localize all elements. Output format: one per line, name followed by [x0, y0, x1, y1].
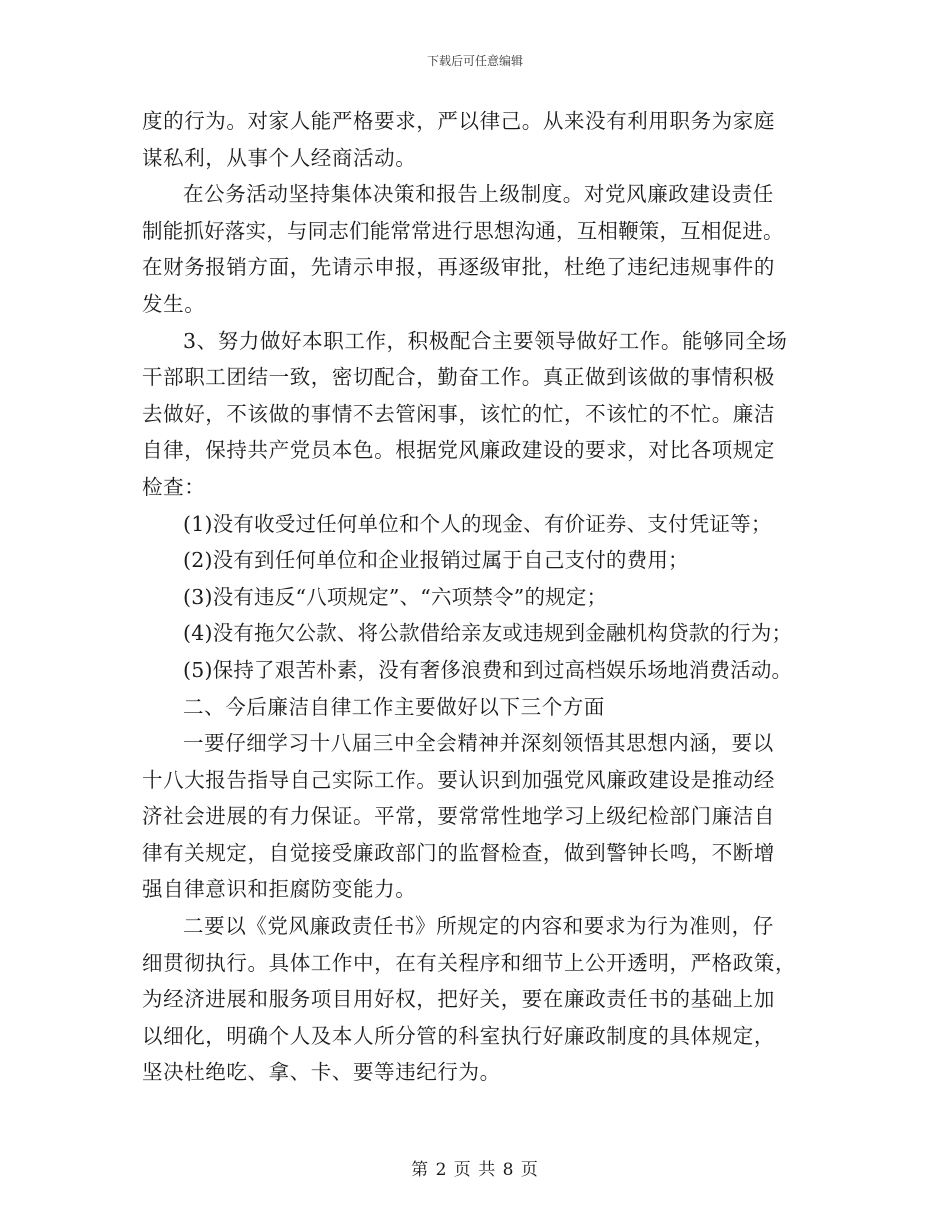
list-item: (1)没有收受过任何单位和个人的现金、有价证券、支付凭证等； — [183, 511, 772, 536]
body-line: 检查： — [142, 474, 206, 499]
list-item: (5)保持了艰苦朴素，没有奢侈浪费和到过高档娱乐场地消费活动。 — [183, 657, 793, 682]
body-line: 强自律意识和拒腐防变能力。 — [142, 877, 417, 902]
document-body — [142, 103, 822, 1091]
body-line: 自律，保持共产党员本色。根据党风廉政建设的要求，对比各项规定 — [142, 438, 775, 463]
body-line: 去做好，不该做的事情不去管闲事，该忙的忙，不该忙的不忙。廉洁 — [142, 401, 775, 426]
page-header: 下载后可任意编辑 — [426, 54, 523, 68]
list-item: (2)没有到任何单位和企业报销过属于自己支付的费用； — [183, 548, 689, 573]
body-line: 以细化，明确个人及本人所分管的科室执行好廉政制度的具体规定， — [142, 1023, 775, 1048]
body-line: 制能抓好落实，与同志们能常常进行思想沟通，互相鞭策，互相促进。 — [142, 218, 784, 243]
body-line: 度的行为。对家人能严格要求，严以律己。从来没有利用职务为家庭 — [142, 109, 775, 133]
body-line: 3、努力做好本职工作，积极配合主要领导做好工作。能够同全场 — [183, 328, 788, 353]
section-heading: 二、今后廉洁自律工作主要做好以下三个方面 — [183, 694, 605, 719]
body-line: 二要以《党风廉政责任书》所规定的内容和要求为行为准则，仔 — [183, 914, 774, 939]
body-line: 一要仔细学习十八届三中全会精神并深刻领悟其思想内涵，要以 — [183, 731, 774, 756]
list-item: (4)没有拖欠公款、将公款借给亲友或违规到金融机构贷款的行为； — [183, 621, 793, 646]
body-line: 十八大报告指导自己实际工作。要认识到加强党风廉政建设是推动经 — [142, 767, 775, 792]
page-number: 第 2 页 共 8 页 — [411, 1160, 539, 1180]
body-line: 发生。 — [142, 291, 206, 316]
body-line: 律有关规定，自觉接受廉政部门的监督检查，做到警钟长鸣，不断增 — [142, 840, 775, 865]
body-line: 干部职工团结一致，密切配合，勤奋工作。真正做到该做的事情积极 — [142, 365, 775, 390]
body-line: 细贯彻执行。具体工作中，在有关程序和细节上公开透明，严格政策， — [142, 950, 797, 975]
body-line: 在公务活动坚持集体决策和报告上级制度。对党风廉政建设责任 — [183, 182, 774, 207]
body-line: 为经济进展和服务项目用好权，把好关，要在廉政责任书的基础上加 — [142, 987, 775, 1012]
body-line: 济社会进展的有力保证。平常，要常常性地学习上级纪检部门廉洁自 — [142, 804, 775, 829]
body-line: 在财务报销方面，先请示申报，再逐级审批，杜绝了违纪违规事件的 — [142, 255, 775, 280]
list-item: (3)没有违反“八项规定”、“六项禁令”的规定； — [183, 584, 608, 609]
body-line: 谋私利，从事个人经商活动。 — [142, 145, 417, 170]
body-line: 坚决杜绝吃、拿、卡、要等违纪行为。 — [142, 1060, 501, 1085]
